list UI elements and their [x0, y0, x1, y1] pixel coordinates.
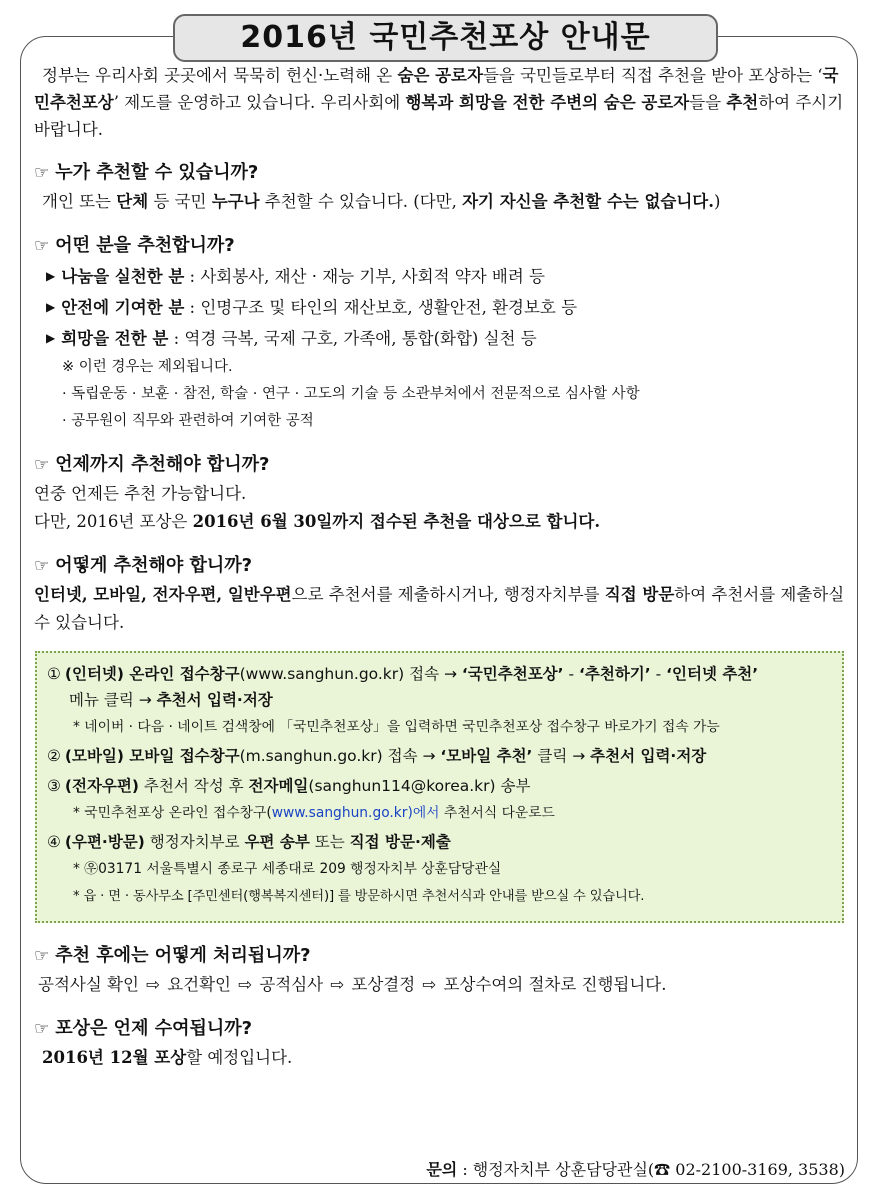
method-emphasis: ‘모바일 추천’	[440, 747, 533, 765]
contact-text: : 행정자치부 상훈담당관실(	[457, 1160, 655, 1179]
method-emphasis: ‘추천하기’	[579, 665, 651, 683]
answer-when-line2	[34, 508, 846, 536]
method-emphasis: 우편 송부	[244, 833, 310, 851]
section-heading-after	[34, 941, 846, 967]
right-arrow-icon: ⇨	[238, 975, 253, 994]
method-number: ③	[47, 777, 61, 795]
intro-emphasis: 국민추천포상	[34, 66, 839, 112]
website-link[interactable]: www.sanghun.go.kr)에서	[271, 805, 440, 821]
triangle-bullet-icon: ▶	[46, 300, 56, 314]
right-arrow-icon: ⇨	[330, 975, 345, 994]
method-internet-cont	[47, 687, 836, 713]
pointing-hand-icon: ☞	[34, 556, 50, 576]
method-emphasis: ‘국민추천포상’	[461, 665, 564, 683]
answer-emphasis: 자기 자신을 추천할 수는 없습니다.	[462, 192, 714, 211]
triangle-bullet-icon: ▶	[46, 331, 56, 345]
contact-info	[426, 1157, 845, 1180]
method-text: -	[563, 665, 579, 683]
page-title: 2016년 국민추천포상 안내문	[173, 14, 718, 62]
exclusion-note-heading: ※ 이런 경우는 제외됩니다.	[62, 359, 233, 375]
answer-text: )	[713, 192, 721, 211]
note-text: 추천서식 다운로드	[439, 805, 555, 821]
process-step: 공적사실 확인	[38, 975, 139, 994]
method-post-visit	[47, 829, 836, 855]
method-text: 메뉴 클릭 →	[69, 691, 157, 709]
method-text: 클릭 →	[532, 747, 591, 765]
answer-emphasis: 단체	[116, 192, 149, 211]
section-heading-how	[34, 551, 846, 577]
answer-emphasis: 직접 방문	[604, 585, 675, 604]
method-emphasis: (인터넷) 온라인 접수창구	[64, 665, 240, 683]
process-step: 요건확인	[167, 975, 231, 994]
section-heading-when	[34, 450, 846, 476]
answer-when-line1: 연중 언제든 추천 가능합니다.	[34, 484, 247, 503]
answer-text: 으로 추천서를 제출하시거나, 행정자치부를	[291, 585, 605, 604]
pointing-hand-icon: ☞	[34, 163, 50, 183]
submission-methods-box	[35, 651, 844, 923]
intro-text: 정부는 우리사회 곳곳에서 묵묵히 헌신·노력해 온	[42, 66, 398, 85]
answer-emphasis: 누구나	[211, 192, 260, 211]
question-text: 어떤 분을 추천합니까?	[55, 235, 235, 256]
method-text: -	[650, 665, 667, 683]
question-text: 추천 후에는 어떻게 처리됩니까?	[55, 945, 311, 966]
method-text: (m.sanghun.go.kr) 접속 →	[239, 747, 441, 765]
item-text: : 사회봉사, 재산 · 재능 기부, 사회적 약자 배려 등	[184, 267, 545, 286]
method-number: ①	[47, 665, 61, 683]
method-text: 추천서 작성 후	[138, 777, 249, 795]
method-emphasis: 전자메일	[248, 777, 309, 795]
method-text: 또는	[309, 833, 350, 851]
answer-who	[34, 188, 846, 216]
right-arrow-icon: ⇨	[422, 975, 437, 994]
method-email-note	[47, 799, 836, 827]
pointing-hand-icon: ☞	[34, 1019, 50, 1039]
method-number: ④	[47, 833, 61, 851]
process-steps	[34, 971, 846, 999]
pointing-hand-icon: ☞	[34, 236, 50, 256]
pointing-hand-icon: ☞	[34, 946, 50, 966]
document-body	[34, 62, 846, 1072]
method-internet	[47, 661, 836, 687]
question-text: 어떻게 추천해야 합니까?	[55, 555, 253, 576]
intro-paragraph	[34, 62, 846, 143]
answer-emphasis: 2016년 12월 포상	[42, 1048, 187, 1067]
answer-award	[34, 1044, 846, 1072]
item-text: : 인명구조 및 타인의 재산보호, 생활안전, 환경보호 등	[184, 298, 578, 317]
process-step: 포상결정	[351, 975, 416, 994]
answer-how	[34, 581, 846, 637]
note-text: * 국민추천포상 온라인 접수창구(	[73, 805, 272, 821]
list-item	[34, 323, 846, 354]
contact-label: 문의	[426, 1160, 458, 1179]
answer-text: 추천할 수 있습니다. (다만,	[259, 192, 463, 211]
intro-text: 하여 주시기 바랍니다.	[34, 93, 844, 139]
method-number: ②	[47, 747, 61, 765]
method-text: 행정자치부로	[144, 833, 245, 851]
method-visit-note: * 읍 · 면 · 동사무소 [주민센터(행복복지센터)] 를 방문하시면 추천서식과 안내를 받으실 수 있습니다.	[73, 889, 645, 904]
method-mobile	[47, 743, 836, 769]
contact-phone: 02-2100-3169, 3538)	[670, 1160, 845, 1179]
intro-text: ’ 제도를 운영하고 있습니다. 우리사회에	[113, 93, 406, 112]
method-email	[47, 773, 836, 799]
triangle-bullet-icon: ▶	[46, 269, 56, 283]
section-heading-whom	[34, 231, 846, 257]
item-label: 희망을 전한 분	[61, 329, 169, 348]
method-emphasis: (전자우편)	[64, 777, 139, 795]
pointing-hand-icon: ☞	[34, 455, 50, 475]
list-item	[34, 292, 846, 323]
section-heading-who	[34, 158, 846, 184]
answer-text: 등 국민	[148, 192, 212, 211]
intro-emphasis: 숨은 공로자	[397, 66, 483, 85]
item-label: 나눔을 실천한 분	[61, 267, 185, 286]
item-label: 안전에 기여한 분	[61, 298, 185, 317]
method-text: (sanghun114@korea.kr) 송부	[308, 777, 531, 795]
list-item	[34, 261, 846, 292]
answer-text: 개인 또는	[42, 192, 117, 211]
method-emphasis: (모바일) 모바일 접수창구	[64, 747, 240, 765]
method-post-address: * ㉾03171 서울특별시 종로구 세종대로 209 행정자치부 상훈담당관실	[73, 861, 502, 877]
question-text: 누가 추천할 수 있습니까?	[55, 162, 259, 183]
process-tail: 절차로 진행됩니다.	[523, 975, 667, 994]
method-emphasis: 직접 방문·제출	[349, 833, 451, 851]
intro-text: 들을 국민들로부터 직접 추천을 받아 포상하는 ‘	[482, 66, 823, 85]
exclusion-note-item: · 독립운동 · 보훈 · 참전, 학술 · 연구 · 고도의 기술 등 소관부처에서 전문적으로 심사할 사항	[62, 386, 640, 402]
phone-icon: ☎	[654, 1160, 671, 1179]
right-arrow-icon: ⇨	[146, 975, 160, 994]
intro-text: 들을	[689, 93, 727, 112]
process-step: 공적심사	[259, 975, 324, 994]
question-text: 포상은 언제 수여됩니까?	[55, 1018, 253, 1039]
intro-emphasis: 추천	[726, 93, 759, 112]
method-emphasis: (우편·방문)	[64, 833, 145, 851]
item-text: : 역경 극복, 국제 구호, 가족애, 통합(화합) 실천 등	[168, 329, 537, 348]
answer-text: 할 예정입니다.	[186, 1048, 293, 1067]
method-text: (www.sanghun.go.kr) 접속 →	[239, 665, 462, 683]
section-heading-award	[34, 1014, 846, 1040]
process-step: 포상수여의	[443, 975, 524, 994]
intro-emphasis: 행복과 희망을 전한 주변의 숨은 공로자	[405, 93, 690, 112]
exclusion-note-item: · 공무원이 직무와 관련하여 기여한 공적	[62, 413, 314, 429]
method-emphasis: 추천서 입력·저장	[156, 691, 273, 709]
answer-emphasis: 2016년 6월 30일까지 접수된 추천을 대상으로 합니다.	[192, 512, 601, 531]
answer-text: 하여 추천서를 제출하실 수 있습니다.	[34, 585, 845, 632]
answer-text: 다만, 2016년 포상은	[34, 512, 193, 531]
method-internet-note: * 네이버 · 다음 · 네이트 검색창에 「국민추천포상」을 입력하면 국민추천포상 접수창구 바로가기 접속 가능	[73, 719, 720, 735]
method-emphasis: ‘인터넷 추천’	[666, 665, 759, 683]
method-emphasis: 추천서 입력·저장	[590, 747, 707, 765]
question-text: 언제까지 추천해야 합니까?	[55, 454, 270, 475]
answer-emphasis: 인터넷, 모바일, 전자우편, 일반우편	[34, 585, 292, 604]
